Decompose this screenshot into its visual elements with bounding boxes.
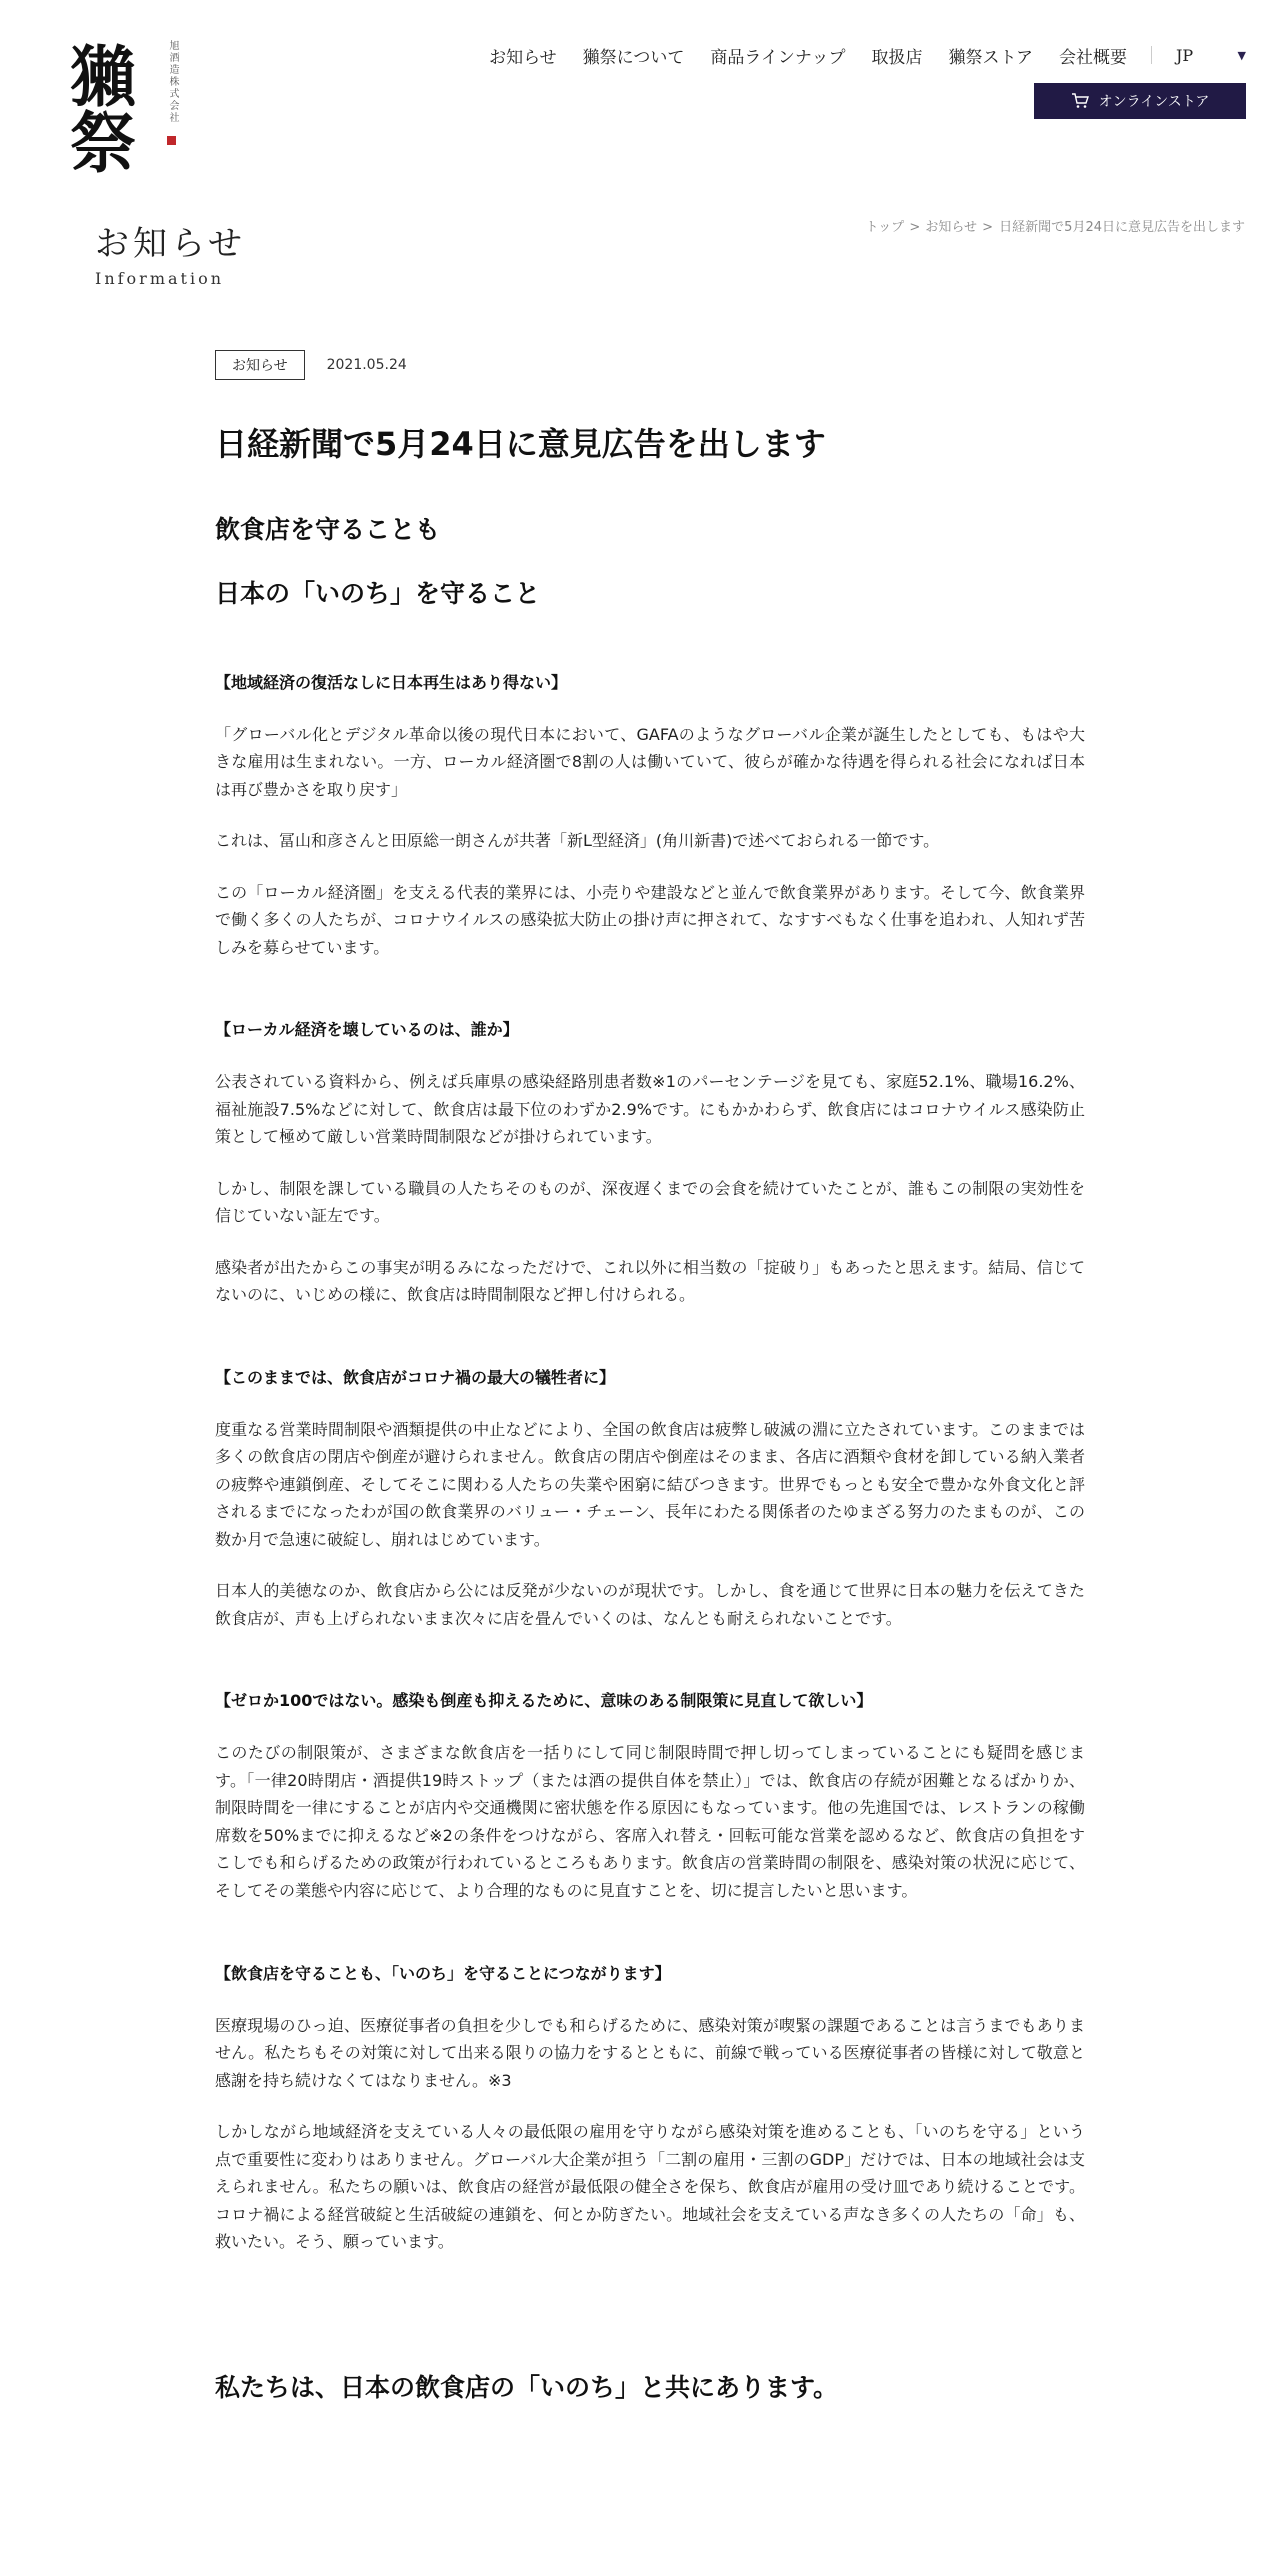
online-store-button[interactable] bbox=[1034, 83, 1246, 119]
section-paragraph: この「ローカル経済圏」を支える代表的業界には、小売りや建設などと並んで飲食業界があります。そして今、飲食業界で働く多くの人たちが、コロナウイルスの感染拡大防止の掛け声に押されて、なすすべもなく仕事を追われ、人知れず苦しみを募らせています。 bbox=[215, 882, 1085, 957]
online-store-label: オンラインストア bbox=[1098, 94, 1210, 110]
lead-line: 日本の「いのち」を守ること bbox=[215, 578, 541, 608]
breadcrumb-current: 日経新聞で5月24日に意見広告を出します bbox=[999, 220, 1245, 235]
section-paragraph: これは、冨山和彦さんと田原総一朗さんが共著「新L型経済」(角川新書)で述べておられる一節です。 bbox=[215, 831, 940, 851]
breadcrumb-separator: > bbox=[909, 220, 921, 235]
cart-icon bbox=[1071, 93, 1089, 109]
section-paragraph: 度重なる営業時間制限や酒類提供の中止などにより、全国の飲食店は疲弊し破滅の淵に立たされています。このままでは多くの飲食店の閉店や倒産が避けられません。飲食店の閉店や倒産はそのまま、各店に酒類や食材を卸している納入業者の疲弊や連鎖倒産、そしてそこに関わる人たちの失業や困窮に結びつきます。世界でもっとも安全で豊かな外食文化と評されるまでになったわが国の飲食業界のバリュー・チェーン、長年にわたる関係者のたゆまざる努力のたまものが、この数か月で急速に破綻し、崩れはじめています。 bbox=[215, 1419, 1085, 1549]
lead-line: 飲食店を守ることも bbox=[215, 514, 441, 544]
section-heading: 【飲食店を守ることも、「いのち」を守ることにつながります】 bbox=[215, 1963, 671, 1983]
section-heading: 【地域経済の復活なしに日本再生はあり得ない】 bbox=[215, 672, 568, 692]
logo-kanji-2: 祭 bbox=[70, 104, 136, 182]
nav-item-products[interactable]: 商品ラインナップ bbox=[710, 47, 846, 68]
language-label: JP bbox=[1176, 45, 1194, 65]
section-paragraph: 日本人的美徳なのか、飲食店から公には反発が少ないのが現状です。しかし、食を通じて世界に日本の魅力を伝えてきた飲食店が、声も上げられないまま次々に店を畳んでいくのは、なんとも耐えられないことです。 bbox=[215, 1581, 1085, 1628]
logo-kanji-1: 獺 bbox=[70, 38, 136, 116]
closing-statement: 私たちは、日本の飲食店の「いのち」と共にあります。 bbox=[215, 2372, 839, 2402]
section-paragraph: 公表されている資料から、例えば兵庫県の感染経路別患者数※1のパーセンテージを見ても、家庭52.1%、職場16.2%、福祉施設7.5%などに対して、飲食店は最下位のわずか2.9%です。にもかかわらず、飲食店にはコロナウイルス感染防止策として極めて厳しい営業時間制限などが掛けられています。 bbox=[215, 1072, 1085, 1147]
article-date: 2021.05.24 bbox=[326, 357, 407, 373]
breadcrumb bbox=[866, 216, 1246, 235]
page-subtitle: Information bbox=[95, 269, 225, 289]
section-paragraph: 感染者が出たからこの事実が明るみになっただけで、これ以外に相当数の「掟破り」もあったと思えます。結局、信じてないのに、いじめの様に、飲食店は時間制限など押し付けられる。 bbox=[215, 1257, 1085, 1305]
section-paragraph: しかしながら地域経済を支えている人々の最低限の雇用を守りながら感染対策を進めることも、「いのちを守る」という点で重要性に変わりはありません。グローバル大企業が担う「二割の雇用・三割のGDP」だけでは、日本の地域社会は支えられません。私たちの願いは、飲食店の経営が最低限の健全さを保ち、飲食店が雇用の受け皿であり続けることです。コロナ禍による経営破綻と生活破綻の連鎖を、何とか防ぎたい。地域社会を支えている声なき多くの人たちの「命」も、救いたい。そう、願っています。 bbox=[215, 2122, 1085, 2252]
brand-logo[interactable] bbox=[70, 40, 185, 180]
nav-divider bbox=[1151, 46, 1152, 64]
section-heading: 【ローカル経済を壊しているのは、誰か】 bbox=[215, 1020, 519, 1040]
nav-item-company[interactable]: 会社概要 bbox=[1059, 47, 1127, 68]
article-title: 日経新聞で5月24日に意見広告を出します bbox=[215, 425, 826, 463]
section-paragraph: このたびの制限策が、さまざまな飲食店を一括りにして同じ制限時間で押し切ってしまっていることにも疑問を感じます。「一律20時閉店・酒提供19時ストップ（または酒の提供自体を禁止）」では、飲食店の存続が困難となるばかりか、制限時間を一律にすることが店内や交通機関に密状態を作る原因にもなっています。他の先進国では、レストランの稼働席数を50%までに抑えるなど※2の条件をつけながら、客席入れ替え・回転可能な営業を認めるなど、飲食店の負担をすこしでも和らげるための政策が行われているところもあります。飲食店の営業時間の制限を、感染対策の状況に応じて、そしてその業態や内容に応じて、より合理的なものに見直すことを、切に提言したいと思います。 bbox=[215, 1743, 1085, 1900]
category-badge[interactable]: お知らせ bbox=[215, 350, 305, 380]
nav-item-about[interactable]: 獺祭について bbox=[582, 47, 685, 68]
logo-company-name: 旭酒造株式会社 bbox=[167, 40, 178, 124]
breadcrumb-news[interactable]: お知らせ bbox=[925, 220, 977, 235]
article-meta bbox=[215, 350, 1085, 380]
breadcrumb-separator: > bbox=[982, 220, 994, 235]
section-paragraph: しかし、制限を課している職員の人たちそのものが、深夜遅くまでの会食を続けていたことが、誰もこの制限の実効性を信じていない証左です。 bbox=[215, 1178, 1085, 1226]
caret-down-icon: ▼ bbox=[1237, 48, 1246, 62]
news-article bbox=[215, 350, 1085, 2404]
logo-seal bbox=[167, 136, 176, 145]
main-nav bbox=[463, 40, 1246, 70]
page-title: お知らせ bbox=[95, 224, 246, 264]
nav-item-stores[interactable]: 取扱店 bbox=[871, 47, 923, 68]
page-heading bbox=[95, 226, 246, 288]
section-paragraph: 「グローバル化とデジタル革命以後の現代日本において、GAFAのようなグローバル企業が誕生したとしても、もはや大きな雇用は生まれない。一方、ローカル経済圏で8割の人は働いていて、彼らが確かな待遇を得られる社会になれば日本は再び豊かさを取り戻す」 bbox=[215, 724, 1085, 799]
nav-item-news[interactable]: お知らせ bbox=[489, 47, 557, 68]
breadcrumb-top[interactable]: トップ bbox=[865, 220, 905, 235]
section-heading: 【ゼロか100ではない。感染も倒産も抑えるために、意味のある制限策に見直して欲しい】 bbox=[215, 1691, 873, 1711]
language-selector[interactable] bbox=[1176, 46, 1246, 65]
article-lead bbox=[215, 510, 1085, 614]
nav-item-dassai-store[interactable]: 獺祭ストア bbox=[948, 47, 1033, 68]
section-heading: 【このままでは、飲食店がコロナ禍の最大の犠牲者に】 bbox=[215, 1367, 616, 1387]
section-paragraph: 医療現場のひっ迫、医療従事者の負担を少しでも和らげるために、感染対策が喫緊の課題であることは言うまでもありません。私たちもその対策に対して出来る限りの協力をするとともに、前線で戦っている医療従事者の皆様に対して敬意と感謝を持ち続けなくてはなりません。※3 bbox=[215, 2015, 1085, 2090]
